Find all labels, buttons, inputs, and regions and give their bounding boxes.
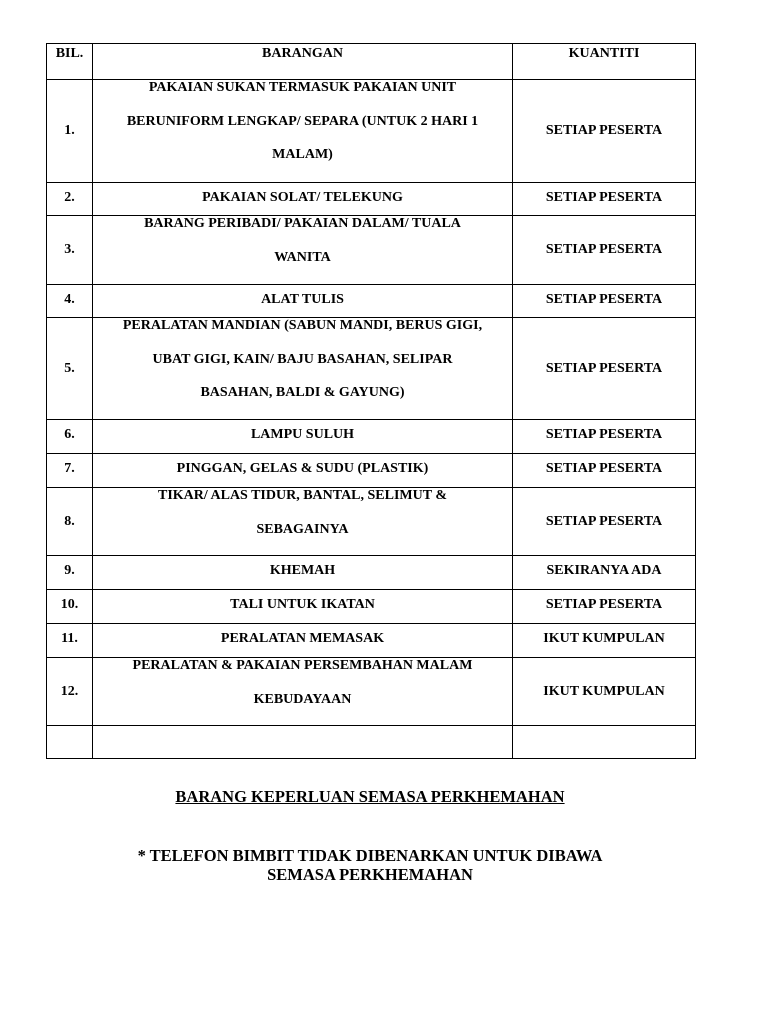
empty-cell (47, 726, 93, 759)
table-row (47, 658, 696, 726)
item-line: ALAT TULIS (261, 292, 344, 307)
row-number: 6. (47, 420, 93, 454)
table-row (47, 556, 696, 590)
quantity-cell: SETIAP PESERTA (513, 183, 696, 216)
row-number: 7. (47, 454, 93, 488)
item-line: UBAT GIGI, KAIN/ BAJU BASAHAN, SELIPAR (152, 351, 453, 367)
item-line: PAKAIAN SOLAT/ TELEKUNG (202, 190, 403, 205)
item-line: KEBUDAYAAN (253, 691, 352, 707)
row-number: 5. (47, 318, 93, 420)
item-line: SEBAGAINYA (256, 521, 349, 537)
table-row (47, 318, 696, 420)
item-cell (93, 318, 513, 420)
item-line: MALAM) (272, 147, 333, 162)
item-line: KHEMAH (269, 563, 336, 578)
empty-table-row (47, 726, 696, 759)
equipment-table-container (46, 43, 695, 759)
item-line: PERALATAN MANDIAN (SABUN MANDI, BERUS GIGI, (122, 318, 483, 333)
item-cell (93, 556, 513, 590)
notice-line: SEMASA PERKHEMAHAN (267, 865, 473, 884)
quantity-cell: IKUT KUMPULAN (513, 658, 696, 726)
document-title: BARANG KEPERLUAN SEMASA PERKHEMAHAN (175, 787, 565, 806)
item-line: WANITA (274, 249, 331, 265)
row-number: 8. (47, 488, 93, 556)
empty-cell (93, 726, 513, 759)
item-line: PERALATAN MEMASAK (220, 631, 385, 646)
item-line: TIKAR/ ALAS TIDUR, BANTAL, SELIMUT & (157, 488, 447, 503)
table-row (47, 420, 696, 454)
table-row (47, 216, 696, 285)
phone-notice (0, 846, 740, 884)
item-line: PINGGAN, GELAS & SUDU (PLASTIK) (176, 461, 429, 476)
quantity-cell: SETIAP PESERTA (513, 590, 696, 624)
row-number: 4. (47, 285, 93, 318)
equipment-table (46, 43, 696, 759)
item-line: PAKAIAN SUKAN TERMASUK PAKAIAN UNIT (148, 80, 457, 95)
item-line: LAMPU SULUH (250, 427, 355, 442)
item-cell (93, 590, 513, 624)
item-cell (93, 216, 513, 285)
item-cell (93, 80, 513, 183)
item-line: BASAHAN, BALDI & GAYUNG) (200, 385, 405, 400)
quantity-cell: SETIAP PESERTA (513, 454, 696, 488)
quantity-cell: IKUT KUMPULAN (513, 624, 696, 658)
header-kuantiti: KUANTITI (513, 44, 696, 80)
table-row (47, 488, 696, 556)
item-cell (93, 658, 513, 726)
header-barangan: BARANGAN (93, 44, 513, 80)
item-cell (93, 488, 513, 556)
quantity-cell: SETIAP PESERTA (513, 318, 696, 420)
row-number: 12. (47, 658, 93, 726)
item-line: PERALATAN & PAKAIAN PERSEMBAHAN MALAM (132, 658, 473, 673)
item-line: TALI UNTUK IKATAN (230, 597, 375, 612)
row-number: 2. (47, 183, 93, 216)
quantity-cell: SETIAP PESERTA (513, 488, 696, 556)
item-cell (93, 420, 513, 454)
quantity-cell: SEKIRANYA ADA (513, 556, 696, 590)
row-number: 10. (47, 590, 93, 624)
empty-cell (513, 726, 696, 759)
row-number: 9. (47, 556, 93, 590)
row-number: 11. (47, 624, 93, 658)
quantity-cell: SETIAP PESERTA (513, 420, 696, 454)
row-number: 1. (47, 80, 93, 183)
quantity-cell: SETIAP PESERTA (513, 80, 696, 183)
quantity-cell: SETIAP PESERTA (513, 285, 696, 318)
row-number: 3. (47, 216, 93, 285)
table-row (47, 590, 696, 624)
header-bil: BIL. (47, 44, 93, 80)
notice-line: * TELEFON BIMBIT TIDAK DIBENARKAN UNTUK DIBAWA (137, 846, 603, 865)
item-line: BARANG PERIBADI/ PAKAIAN DALAM/ TUALA (144, 216, 461, 231)
table-row (47, 80, 696, 183)
item-line: BERUNIFORM LENGKAP/ SEPARA (UNTUK 2 HARI 1 (126, 113, 479, 129)
quantity-cell: SETIAP PESERTA (513, 216, 696, 285)
